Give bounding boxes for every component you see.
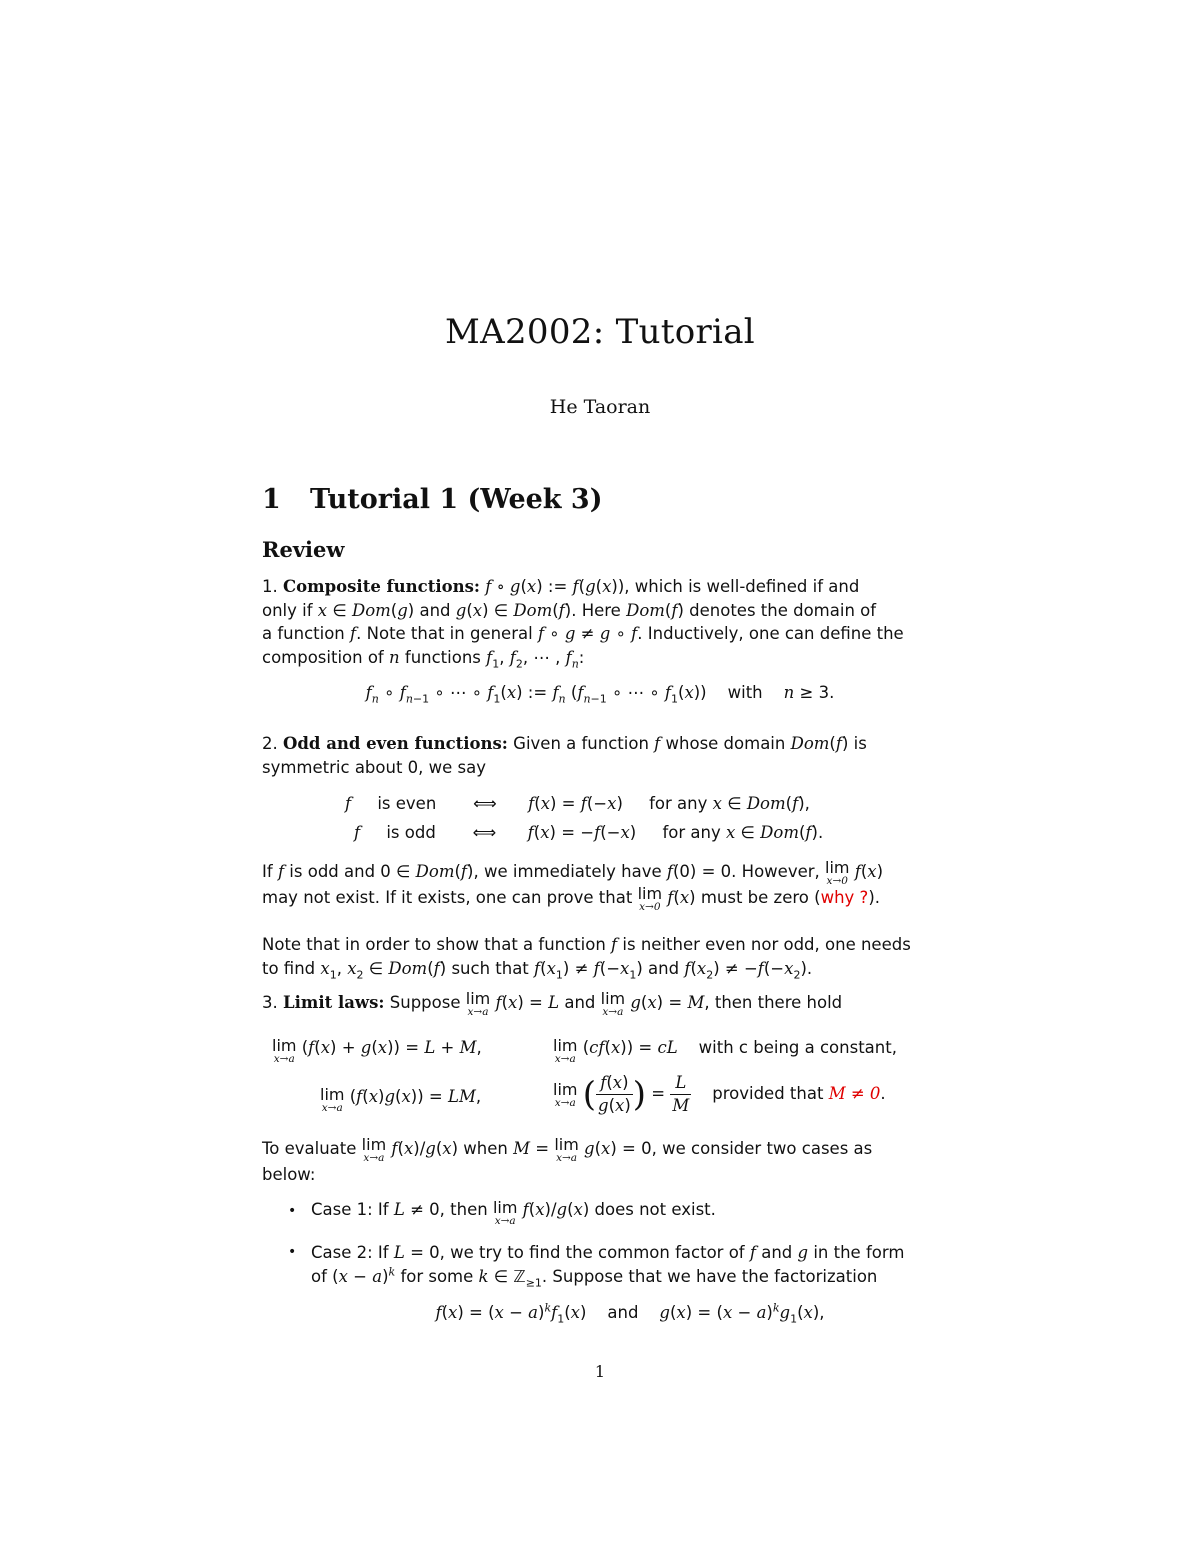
item3-heading: Limit laws: xyxy=(283,993,385,1012)
limit-law-quotient: lim x→a ( $\frac{f(x)}{g(x)}$ ) = $\frac{L}{M}$ provided that M ≠ 0. xyxy=(553,1073,886,1115)
odd-definition: f is odd ⟺ f(x) = −f(−x) for any x ∈ Dom(f). xyxy=(354,823,824,842)
page-number: 1 xyxy=(594,1362,606,1381)
item1-paragraph: 1. Composite functions: f ∘ g(x) := f(g(x)), which is well-defined if and only if x ∈ Dom(g) and g(x) ∈ Dom(f). Here Dom(f) denotes the domain of a function f. Note that in general f ∘ g ≠ g ∘ f. Inductively, one can define the composition of n functions $f_1$, $f_2$, ⋯ , $f_n$: xyxy=(262,577,904,670)
item2-heading: Odd and even functions: xyxy=(283,734,508,753)
bullet-icon: • xyxy=(288,1203,297,1219)
item2-paragraph: 2. Odd and even functions: Given a function f whose domain Dom(f) is symmetric about 0, we say xyxy=(262,734,867,777)
review-heading: Review xyxy=(262,537,345,562)
item3-paragraph: 3. Limit laws: Suppose lim x→a f(x) = L and lim x→a g(x) = M, then there hold xyxy=(262,989,843,1018)
even-definition: f is even ⟺ f(x) = f(−x) for any x ∈ Dom(f), xyxy=(345,794,810,813)
section-title: Tutorial 1 (Week 3) xyxy=(310,484,603,515)
bullet-icon: • xyxy=(288,1244,297,1260)
case2-item: Case 2: If L = 0, we try to find the common factor of f and g in the form of $(x - a)^k$ for some k ∈ ℤ$_{\ge 1}$. Suppose that we have the factorization xyxy=(311,1243,905,1290)
section-number: 1 xyxy=(262,484,281,515)
case1-item: Case 1: If L ≠ 0, then lim x→a f(x)/g(x) does not exist. xyxy=(311,1198,716,1227)
item1-label: 1. xyxy=(262,577,278,596)
composition-formula: $f_n$ ∘ $f_{n-1}$ ∘ ⋯ ∘ $f_1(x)$ := $f_n$ ($f_{n-1}$ ∘ ⋯ ∘ $f_1(x)$) with n ≥ 3. xyxy=(365,683,835,706)
evaluate-paragraph: To evaluate lim x→a f(x)/g(x) when M = lim x→a g(x) = 0, we consider two cases as below: xyxy=(262,1135,873,1184)
limit-law-product: lim x→a (f(x)g(x)) = LM, xyxy=(320,1085,482,1114)
document-title: MA2002: Tutorial xyxy=(445,312,755,352)
item1-heading: Composite functions: xyxy=(283,577,480,596)
why-link[interactable]: why ? xyxy=(820,888,869,907)
neither-note: Note that in order to show that a function f is neither even nor odd, one needs to find $x_1$, $x_2$ ∈ Dom(f) such that $f(x_1) \ne f(-x_1)$ and $f(x_2) \ne -f(-x_2)$. xyxy=(262,935,911,981)
limit-law-sum: lim x→a (f(x) + g(x)) = L + M, xyxy=(272,1036,482,1065)
limit-law-const: lim x→a (cf(x)) = cL with c being a constant, xyxy=(553,1036,897,1065)
author-name: He Taoran xyxy=(549,396,651,418)
odd-limit-paragraph: If f is odd and 0 ∈ Dom(f), we immediately have f(0) = 0. However, lim x→0 f(x) may not exist. If it exists, one can prove that lim x→0 f(x) must be zero (why ?). xyxy=(262,858,884,913)
nonzero-condition: M ≠ 0 xyxy=(828,1084,881,1103)
factorization-formula: $f(x) = (x - a)^kf_1(x)$ and $g(x) = (x - a)^kg_1(x)$, xyxy=(435,1301,825,1326)
section-heading xyxy=(262,484,602,515)
